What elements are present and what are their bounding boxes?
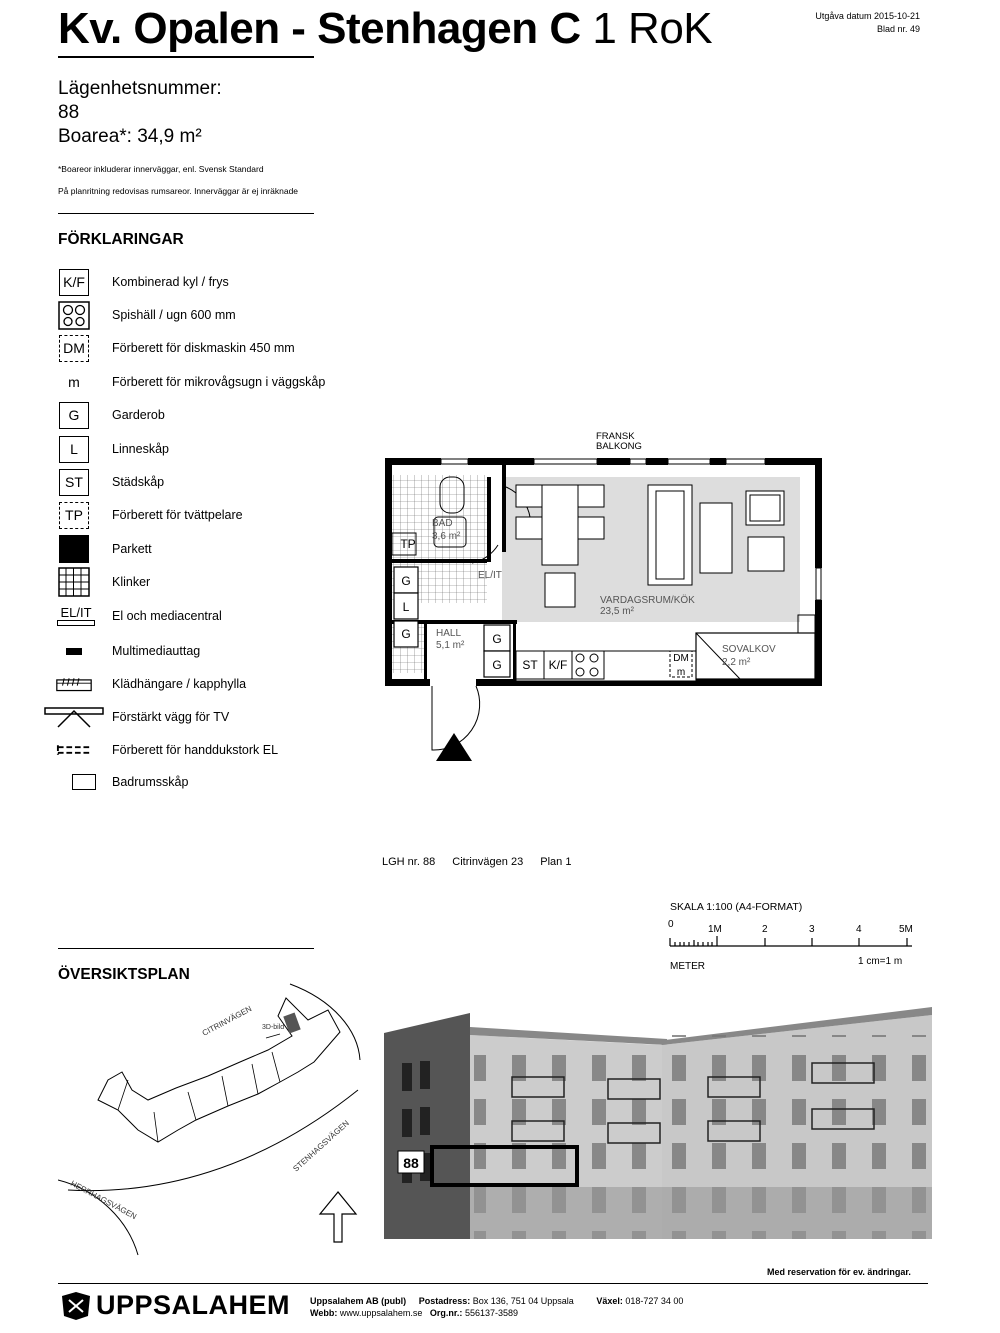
room-alcove-area: 2,2 m² [722,657,751,668]
street-citrin: CITRINVÄGEN [200,1004,254,1038]
legend-item-tile [56,567,356,597]
legend-item-wardrobe [56,400,356,430]
scale-tick-1: 1M [708,924,722,935]
scale-tick-0: 0 [668,919,674,930]
apartment-number-label: Lägenhetsnummer: [58,78,222,99]
legend-item-cleaning [56,467,356,497]
room-living-label: VARDAGSRUM/KÖK [600,595,695,606]
legend-label: Badrumsskåp [112,775,189,789]
legend-item-fridge [56,267,356,297]
room-hall-area: 5,1 m² [436,640,465,651]
plan-caption [382,856,585,868]
multimedia-outlet-icon [66,648,82,655]
apartment-area-value: 34,9 m² [137,126,202,147]
plan-mark-g: G [401,627,411,641]
document-meta [815,10,920,36]
footer-switch-label: Växel: [596,1296,623,1306]
issue-date: Utgåva datum 2015-10-21 [815,11,920,21]
legend-label: Spishäll / ugn 600 mm [112,308,236,322]
legend-label: Förberett för tvättpelare [112,508,243,522]
scale-ratio: 1 cm=1 m [858,956,903,967]
legend-label: Förberett för mikrovågsugn i väggskåp [112,375,326,389]
legend-label: Linneskåp [112,442,169,456]
legend-label: Multimediauttag [112,644,201,658]
room-living-area: 23,5 m² [600,606,634,617]
area-note-1: *Boareor inkluderar innerväggar, enl. Svensk Standard [58,164,264,174]
title-project: Kv. Opalen - Stenhagen C [58,4,581,53]
scale-title: SKALA 1:100 (A4-FORMAT) [670,901,803,913]
parquet-icon [59,535,89,563]
caption-street: Citrinvägen 23 [452,856,524,868]
apartment-area-label: Boarea*: [58,126,132,147]
cleaning-cabinet-icon: ST [59,469,89,496]
plan-mark-kf: K/F [548,658,568,672]
floor-plan [380,425,830,770]
microwave-icon: m [68,374,80,390]
scale-bar [664,898,924,972]
plan-mark-dm: DM [673,653,689,664]
legend-item-stove [56,300,356,330]
plan-mark-g: G [492,632,502,646]
tv-wall-icon [44,705,104,729]
legend-label: Kombinerad kyl / frys [112,275,229,289]
plan-mark-st: ST [522,658,538,672]
apartment-area [58,126,202,148]
scale-unit: METER [670,961,705,972]
legend-label: Städskåp [112,475,165,489]
overview-heading: ÖVERSIKTSPLAN [58,966,190,983]
linen-cabinet-icon: L [59,436,89,463]
legend-item-washer [56,500,356,530]
footer-web-label: Webb: [310,1308,338,1318]
legend-label: Förstärkt vägg för TV [112,710,230,724]
scale-tick-2: 2 [762,924,768,935]
room-bath-label: BAD [432,518,453,529]
legend-item-coat-rack [56,669,356,699]
room-alcove-label: SOVALKOV [722,644,776,655]
towel-dryer-icon [56,743,92,757]
view-label: 3D-bild [262,1024,285,1031]
footer-contact [310,1295,683,1319]
street-stenhag: STENHAGSVÄGEN [291,1118,351,1174]
legend-label: Garderob [112,408,165,422]
room-hall-label: HALL [436,628,462,639]
logo-text: UPPSALAHEM [96,1290,291,1320]
footer-company: Uppsalahem AB (publ) [310,1296,407,1306]
apartment-number: 88 [58,102,80,123]
fridge-freezer-icon: K/F [59,269,89,296]
footer-postal: Box 136, 751 04 Uppsala [472,1296,574,1306]
legend-label: Klinker [112,575,151,589]
coat-rack-icon [56,674,92,694]
overview-divider [58,948,314,949]
plan-mark-l: L [402,600,410,614]
legend-item-microwave [56,367,356,397]
media-central-icon: EL/IT [60,605,92,620]
wardrobe-icon: G [59,402,89,429]
footer-switch: 018-727 34 00 [625,1296,684,1306]
reservation-note: Med reservation för ev. ändringar. [767,1267,911,1277]
north-arrow-icon [320,1192,356,1242]
legend-item-parquet [56,534,356,564]
legend-heading: FÖRKLARINGAR [58,231,184,248]
stove-icon [58,301,90,330]
tile-icon [58,567,90,597]
uppsalahem-logo-icon [60,1290,92,1322]
footer-org-label: Org.nr.: [429,1308,463,1318]
scale-tick-5: 5M [899,924,913,935]
info-divider [58,213,314,214]
caption-apartment: LGH nr. 88 [382,856,436,868]
washer-tower-icon: TP [59,502,89,529]
page-title [58,4,712,54]
legend-label: El och mediacentral [112,609,222,623]
bathroom-cabinet-icon [72,774,96,790]
apartment-tag: 88 [403,1155,419,1171]
legend-item-tv-wall [56,702,356,732]
plan-mark-tp: TP [400,537,416,551]
footer-postal-label: Postadress: [418,1296,471,1306]
balcony-label-1: FRANSK [596,431,635,442]
legend-label: Förberett för handdukstork EL [112,743,279,757]
room-bath-area: 3,6 m² [432,531,461,542]
building-render [382,1005,937,1245]
dishwasher-icon: DM [59,335,89,362]
legend-item-linen [56,434,356,464]
footer-web[interactable]: www.uppsalahem.se [339,1308,423,1318]
legend-label: Klädhängare / kapphylla [112,677,247,691]
legend-item-bath-cabinet [56,767,356,797]
caption-floor: Plan 1 [540,856,572,868]
legend-item-multimedia [56,636,356,666]
scale-tick-4: 4 [856,924,862,935]
legend-label: Förberett för diskmaskin 450 mm [112,341,295,355]
plan-mark-m: m [676,667,686,678]
legend-item-media [56,601,356,631]
footer-divider [58,1283,928,1284]
plan-mark-g: G [401,574,411,588]
sheet-number: Blad nr. 49 [876,24,920,34]
overview-map [58,980,378,1270]
legend-item-dishwasher [56,333,356,363]
street-herrhag: HERRHAGSVÄGEN [69,1178,139,1222]
legend-item-towel-dryer [56,735,356,765]
title-apartment-type: 1 RoK [592,4,713,53]
balcony-label-2: BALKONG [596,441,642,452]
plan-mark-elit: EL/IT [478,570,502,581]
plan-mark-g: G [492,658,502,672]
title-divider [58,56,314,58]
scale-tick-3: 3 [809,924,815,935]
footer-org: 556137-3589 [464,1308,519,1318]
legend-label: Parkett [112,542,152,556]
area-note-2: På planritning redovisas rumsareor. Innerväggar är ej inräknade [58,186,299,196]
